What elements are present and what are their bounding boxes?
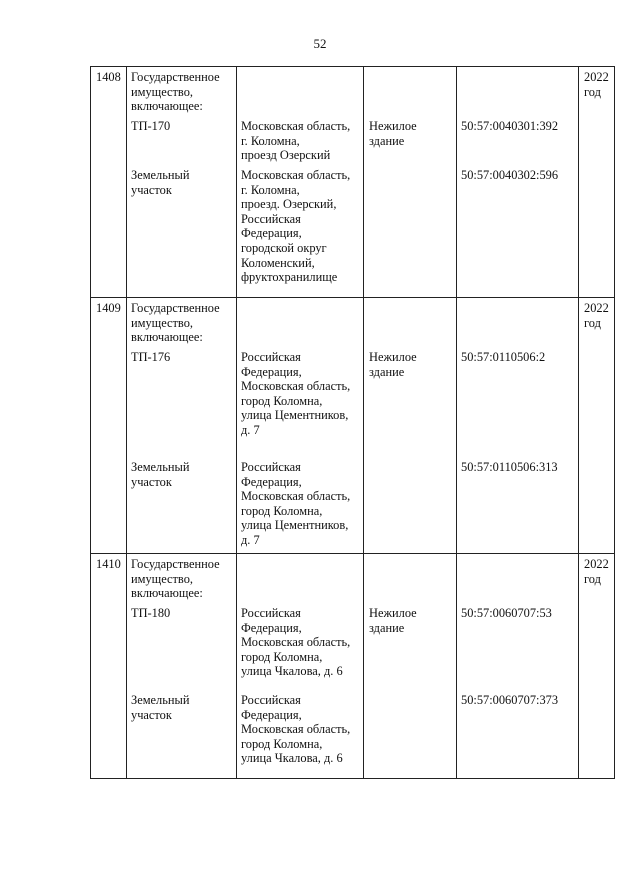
row-header-text: включающее: xyxy=(131,586,203,601)
address-text: город Коломна, xyxy=(241,736,323,751)
address-text: город Коломна, xyxy=(241,393,323,408)
object-name: участок xyxy=(131,474,172,489)
column-divider xyxy=(456,67,457,778)
row-number: 1410 xyxy=(96,557,121,571)
address-text: Российская xyxy=(241,211,301,226)
row-header-text: включающее: xyxy=(131,99,203,114)
address-text: улица Чкалова, д. 6 xyxy=(241,664,343,679)
address-text: г. Коломна, xyxy=(241,133,300,148)
address-text: Московская область, xyxy=(241,168,351,182)
object-type: Нежилое xyxy=(369,119,417,133)
address-text: Московская область, xyxy=(241,722,351,737)
row-number: 1408 xyxy=(96,70,121,84)
column-divider xyxy=(126,67,127,778)
address-text: Федерация, xyxy=(241,474,302,489)
address-text: Российская xyxy=(241,350,301,364)
address-text: улица Цементников, xyxy=(241,408,349,423)
year-text: 2022 xyxy=(584,301,609,315)
row-divider xyxy=(91,297,614,298)
address-text: Федерация, xyxy=(241,707,302,722)
cadastral-number: 50:57:0060707:53 xyxy=(461,606,552,620)
address-text: д. 7 xyxy=(241,423,260,437)
cadastral-number: 50:57:0060707:373 xyxy=(461,693,559,707)
cadastral-number: 50:57:0040301:392 xyxy=(461,119,559,133)
address-text: Российская xyxy=(241,460,301,474)
address-text: Федерация, xyxy=(241,620,302,635)
address-text: проезд. Озерский, xyxy=(241,197,337,212)
row-header-text: включающее: xyxy=(131,330,203,345)
object-name: ТП-176 xyxy=(131,350,171,364)
address-text: город Коломна, xyxy=(241,503,323,518)
page-number: 52 xyxy=(313,36,327,51)
column-divider xyxy=(236,67,237,778)
object-type: здание xyxy=(369,364,405,379)
address-text: Российская xyxy=(241,606,301,620)
address-text: Московская область, xyxy=(241,635,351,650)
address-text: Российская xyxy=(241,693,301,707)
cadastral-number: 50:57:0110506:313 xyxy=(461,460,558,474)
row-header-text: Государственное xyxy=(131,70,220,84)
row-number: 1409 xyxy=(96,301,121,315)
object-type: здание xyxy=(369,620,405,635)
object-type: здание xyxy=(369,133,405,148)
address-text: проезд Озерский xyxy=(241,148,331,163)
column-divider xyxy=(578,67,579,778)
row-header-text: имущество, xyxy=(131,315,193,330)
address-text: улица Чкалова, д. 6 xyxy=(241,751,343,766)
row-header-text: имущество, xyxy=(131,571,193,586)
address-text: Московская область, xyxy=(241,379,351,394)
address-text: Московская область, xyxy=(241,119,351,133)
address-text: фруктохранилище xyxy=(241,270,338,285)
address-text: город Коломна, xyxy=(241,649,323,664)
row-header-text: Государственное xyxy=(131,301,220,315)
cadastral-number: 50:57:0040302:596 xyxy=(461,168,559,182)
address-text: Коломенский, xyxy=(241,255,315,270)
year-text: 2022 xyxy=(584,70,609,84)
object-type: Нежилое xyxy=(369,350,417,364)
address-text: г. Коломна, xyxy=(241,182,300,197)
object-name: Земельный xyxy=(131,693,190,707)
address-text: д. 7 xyxy=(241,533,260,547)
column-divider xyxy=(363,67,364,778)
address-text: Федерация, xyxy=(241,364,302,379)
year-text: 2022 xyxy=(584,557,609,571)
address-text: городской округ xyxy=(241,241,327,255)
object-name: участок xyxy=(131,707,172,722)
object-type: Нежилое xyxy=(369,606,417,620)
address-text: улица Цементников, xyxy=(241,518,349,533)
object-name: ТП-180 xyxy=(131,606,171,620)
object-name: ТП-170 xyxy=(131,119,171,133)
address-text: Московская область, xyxy=(241,489,351,504)
year-text: год xyxy=(584,84,601,99)
row-header-text: Государственное xyxy=(131,557,220,571)
year-text: год xyxy=(584,315,601,330)
property-table xyxy=(90,66,615,779)
object-name: участок xyxy=(131,182,172,197)
row-divider xyxy=(91,553,614,554)
address-text: Федерация, xyxy=(241,226,302,241)
object-name: Земельный xyxy=(131,460,190,474)
year-text: год xyxy=(584,571,601,586)
object-name: Земельный xyxy=(131,168,190,182)
row-header-text: имущество, xyxy=(131,84,193,99)
cadastral-number: 50:57:0110506:2 xyxy=(461,350,546,364)
